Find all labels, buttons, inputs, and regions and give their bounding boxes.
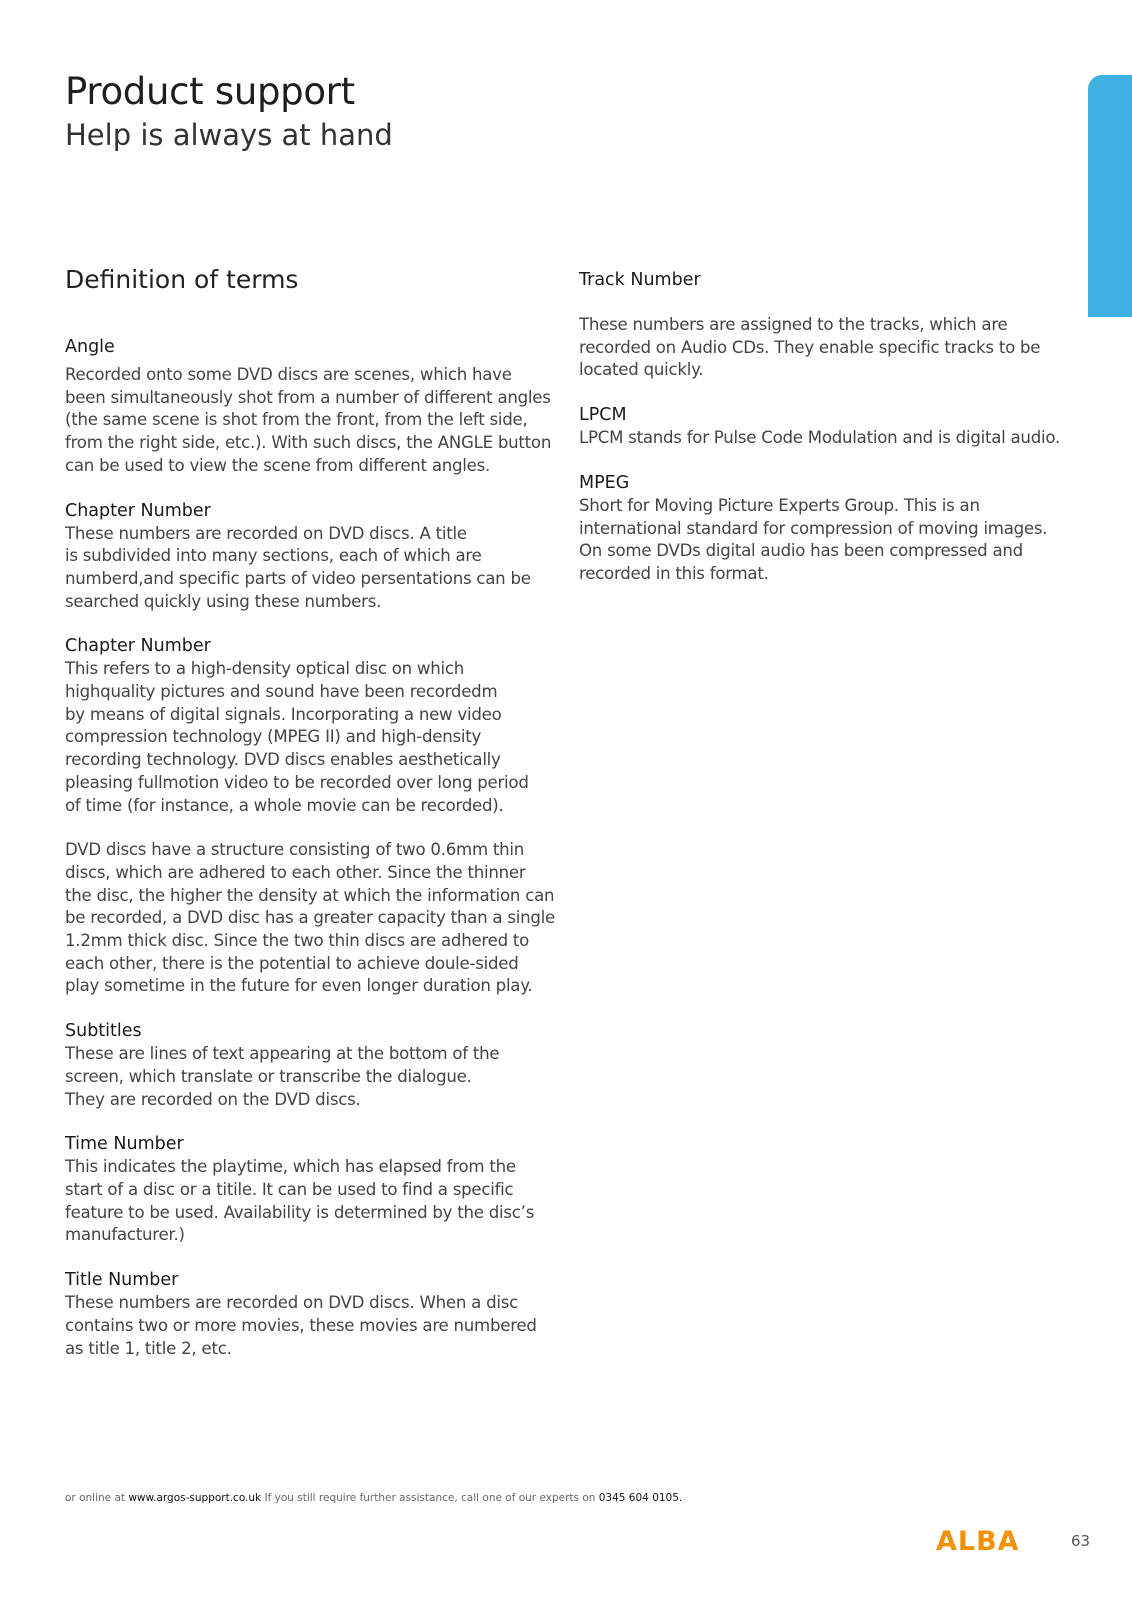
footer-support-line xyxy=(65,1492,682,1504)
section-heading: Definition of terms xyxy=(65,265,299,294)
term-description: This refers to a high-density optical disc on which highquality pictures and sound have been recordedm by means of digital signals. Incorporating a new video compression technology (MPEG II) and high-density recording technology. DVD discs enables aesthetically pleasing fullmotion video to be recorded over long period of time (for instance, a whole movie can be recorded). xyxy=(65,659,529,815)
term-mpeg xyxy=(579,472,1079,586)
left-column xyxy=(65,265,565,1382)
term-time-number xyxy=(65,1133,565,1247)
term-track-number xyxy=(579,269,1079,382)
term-angle xyxy=(65,336,565,478)
term-title: MPEG xyxy=(579,472,630,493)
page-subtitle: Help is always at hand xyxy=(65,118,393,152)
support-phone-number: 0345 604 0105. xyxy=(598,1492,683,1504)
term-description: LPCM stands for Pulse Code Modulation and is digital audio. xyxy=(579,428,1060,448)
term-description: Recorded onto some DVD discs are scenes, which have been simultaneously shot from a number of different angles (the same scene is shot from the front, from the left side, from the right side, etc.). With such discs, the ANGLE button can be used to view the scene from different angles. xyxy=(65,365,552,475)
footer-middle-text: If you still require further assistance, call one of our experts on xyxy=(261,1492,599,1504)
term-description-continued: DVD discs have a structure consisting of two 0.6mm thin discs, which are adhered to each other. Since the thinner the disc, the higher the density at which the information can be recorded, a DVD disc has a greater capacity than a single 1.2mm thick disc. Since the two thin discs are adhered to each other, there is the potential to achieve doule-sided play sometime in the future for even longer duration play. xyxy=(65,840,555,996)
term-description: This indicates the playtime, which has elapsed from the start of a disc or a titile. It can be used to find a specific feature to be used. Availability is determined by the disc’s manufacturer.) xyxy=(65,1157,535,1245)
term-title-number xyxy=(65,1269,565,1360)
page-title: Product support xyxy=(65,70,355,113)
support-website-link[interactable]: www.argos-support.co.uk xyxy=(128,1492,262,1504)
term-chapter-number xyxy=(65,500,565,614)
term-title: Chapter Number xyxy=(65,636,211,657)
footer-prefix: or online at xyxy=(65,1492,129,1504)
right-column xyxy=(579,269,1079,608)
page-number: 63 xyxy=(1071,1532,1091,1550)
term-title: Title Number xyxy=(65,1270,179,1291)
term-title: Subtitles xyxy=(65,1021,142,1042)
term-subtitles xyxy=(65,1020,565,1111)
term-title: Time Number xyxy=(65,1134,184,1155)
term-title: LPCM xyxy=(579,405,627,426)
alba-logo: ALBA xyxy=(936,1526,1020,1557)
term-description: These numbers are recorded on DVD discs. A title is subdivided into many sections, each of which are numberd,and specific parts of video persentations can be searched quickly using these numbers. xyxy=(65,523,531,611)
term-description: These numbers are assigned to the tracks, which are recorded on Audio CDs. They enable specific tracks to be located quickly. xyxy=(579,315,1041,380)
term-title: Chapter Number xyxy=(65,500,211,521)
section-side-tab xyxy=(1088,75,1132,317)
term-lpcm xyxy=(579,404,1079,450)
term-title: Angle xyxy=(65,337,115,357)
term-chapter-number-dvd xyxy=(65,635,565,998)
term-title: Track Number xyxy=(579,270,701,290)
term-description: These numbers are recorded on DVD discs. When a disc contains two or more movies, these movies are numbered as title 1, title 2, etc. xyxy=(65,1293,537,1358)
term-description: These are lines of text appearing at the bottom of the screen, which translate or transcribe the dialogue. They are recorded on the DVD discs. xyxy=(65,1044,500,1109)
term-description: Short for Moving Picture Experts Group. This is an international standard for compression of moving images. On some DVDs digital audio has been compressed and recorded in this format. xyxy=(579,495,1048,583)
